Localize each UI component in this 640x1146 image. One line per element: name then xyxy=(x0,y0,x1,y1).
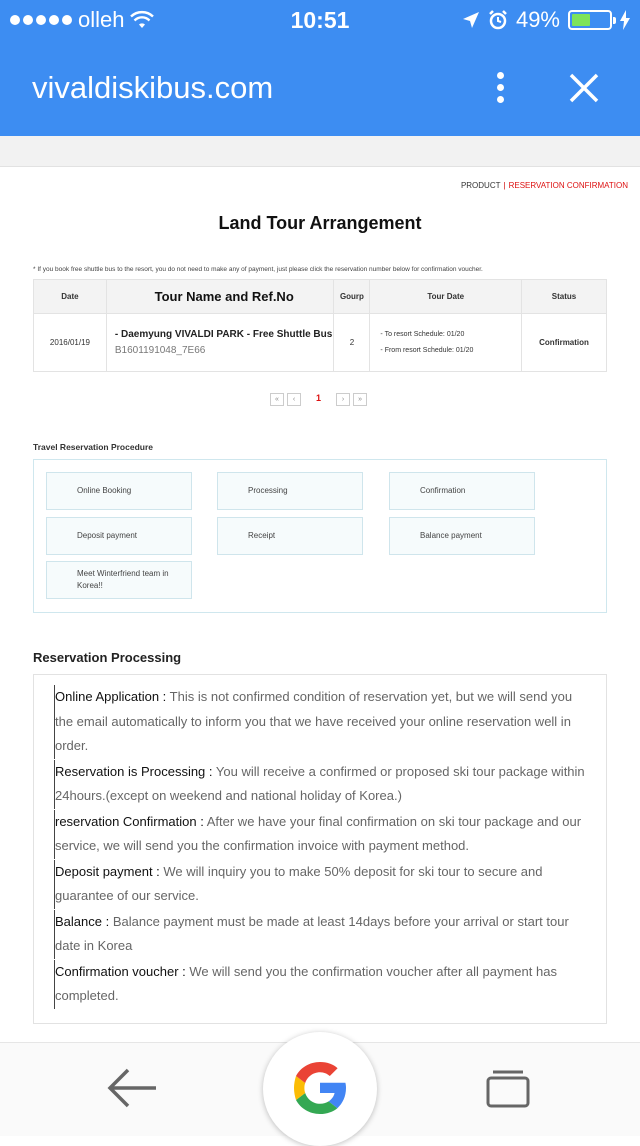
tour-name-link[interactable]: - Daemyung VIVALDI PARK - Free Shuttle Bus xyxy=(114,328,333,340)
step-receipt: Receipt xyxy=(217,517,363,555)
prev-page-button[interactable]: ‹ xyxy=(287,393,301,406)
reservation-table xyxy=(33,279,607,372)
breadcrumb-separator: | xyxy=(503,181,506,190)
charging-bolt-icon xyxy=(620,10,630,30)
step-processing: Processing xyxy=(217,472,363,510)
reference-number[interactable]: B1601191048_7E66 xyxy=(114,344,206,356)
header-tour-name: Tour Name and Ref.No xyxy=(106,280,334,314)
back-arrow-icon[interactable] xyxy=(106,1066,158,1110)
header-status: Status xyxy=(522,280,607,314)
step-meet-team: Meet Winterfriend team in Korea!! xyxy=(46,561,192,599)
info-label: Online Application : xyxy=(55,689,167,704)
info-text: You will receive a confirmed or proposed ski tour package within 24hours.(except on weekend and national holiday of Korea.) xyxy=(55,763,585,803)
web-page xyxy=(0,136,640,1042)
table-row[interactable] xyxy=(34,314,607,372)
procedure-box xyxy=(33,459,607,613)
cell-date: 2016/01/19 xyxy=(34,314,107,372)
page-content xyxy=(0,166,640,1066)
alarm-icon xyxy=(488,10,508,30)
table-header-row xyxy=(34,280,607,314)
payment-note: * If you book free shuttle bus to the resort, you do not need to make any of payment, just please click the reservation number below for confirmation voucher. xyxy=(33,266,483,273)
to-resort-schedule: - To resort Schedule: 01/20 xyxy=(380,330,465,338)
step-online-booking: Online Booking xyxy=(46,472,192,510)
info-processing xyxy=(54,760,590,809)
close-icon[interactable] xyxy=(566,70,602,106)
status-bar xyxy=(0,0,640,40)
step-balance-payment: Balance payment xyxy=(389,517,535,555)
current-page[interactable]: 1 xyxy=(316,393,322,403)
cell-gourp: 2 xyxy=(334,314,370,372)
info-voucher xyxy=(54,960,590,1009)
from-resort-schedule: - From resort Schedule: 01/20 xyxy=(380,346,474,354)
header-tour-date: Tour Date xyxy=(370,280,522,314)
page-title: Land Tour Arrangement xyxy=(218,213,422,233)
info-text: Balance payment must be made at least 14days before your arrival or start tour date in Korea xyxy=(55,913,569,953)
info-confirmation xyxy=(54,810,590,859)
breadcrumb-current[interactable]: RESERVATION CONFIRMATION xyxy=(508,181,628,190)
google-search-button[interactable] xyxy=(263,1032,377,1146)
breadcrumb xyxy=(461,181,628,190)
cell-tour-name[interactable] xyxy=(106,314,334,372)
last-page-button[interactable]: » xyxy=(353,393,367,406)
procedure-title: Travel Reservation Procedure xyxy=(33,442,154,452)
next-page-button[interactable]: › xyxy=(336,393,350,406)
step-deposit-payment: Deposit payment xyxy=(46,517,192,555)
info-text: This is not confirmed condition of reservation yet, but we will send you the email automatically to inform you that we have received your online reservation well in order. xyxy=(55,689,573,753)
cell-tour-date xyxy=(370,314,522,372)
browser-toolbar xyxy=(0,40,640,136)
carrier-name: olleh xyxy=(78,7,125,32)
breadcrumb-product[interactable]: PRODUCT xyxy=(460,181,501,190)
battery-percent: 49% xyxy=(515,7,560,32)
battery-icon xyxy=(568,10,612,30)
step-confirmation: Confirmation xyxy=(389,472,535,510)
header-date: Date xyxy=(34,280,107,314)
cell-status: Confirmation xyxy=(522,314,607,372)
info-label: Reservation is Processing : xyxy=(55,763,213,779)
info-label: reservation Confirmation : xyxy=(55,813,204,829)
info-text: We will inquiry you to make 50% deposit for ski tour to secure and guarantee of our service. xyxy=(55,863,543,903)
info-text: After we have your final confirmation on ski tour package and our service, we will send you the confirmation invoice with payment method. xyxy=(55,813,582,853)
location-arrow-icon xyxy=(462,11,480,29)
processing-box xyxy=(33,674,607,1024)
status-time: 10:51 xyxy=(290,7,350,33)
pagination xyxy=(270,393,367,406)
info-balance xyxy=(54,910,590,959)
first-page-button[interactable]: « xyxy=(270,393,284,406)
info-label: Deposit payment : xyxy=(55,863,160,879)
info-deposit xyxy=(54,860,590,909)
google-g-icon xyxy=(288,1056,352,1120)
status-right xyxy=(462,7,630,33)
header-gourp: Gourp xyxy=(334,280,370,314)
info-label: Balance : xyxy=(55,913,110,929)
info-label: Confirmation voucher : xyxy=(55,963,186,979)
tabs-switcher-icon[interactable] xyxy=(486,1068,530,1108)
info-online-application xyxy=(54,685,590,759)
info-text: We will send you the confirmation voucher after all payment has completed. xyxy=(55,963,557,1003)
url-text[interactable]: vivaldiskibus.com xyxy=(32,70,274,105)
battery-level xyxy=(572,14,590,26)
more-menu-icon[interactable] xyxy=(488,72,512,108)
processing-title: Reservation Processing xyxy=(33,650,182,665)
